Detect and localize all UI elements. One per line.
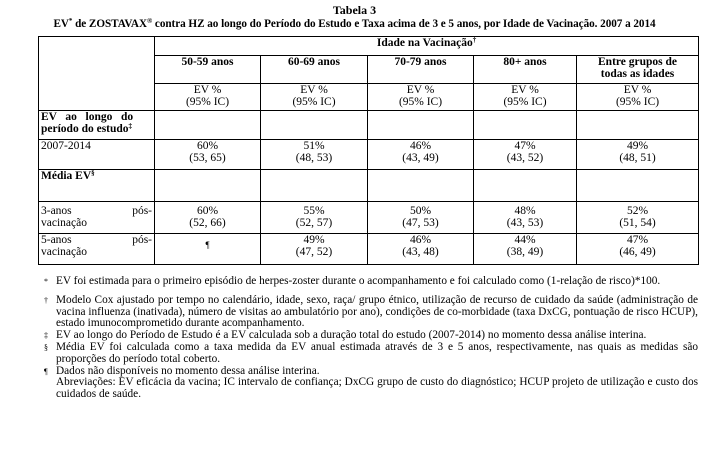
sub-header-ev: EV % [406, 84, 435, 96]
sub-header-ev: EV % [300, 84, 328, 96]
col-all-line1: Entre grupos de [598, 56, 678, 68]
group-header: Idade na Vacinação [376, 37, 473, 49]
ci-value: (47, 52) [295, 246, 333, 258]
footnote-text: Dados não disponíveis no momento dessa análise interina. [56, 364, 320, 377]
value-cell [261, 234, 368, 265]
sub-header-ev: EV % [511, 84, 539, 96]
ci-value: (52, 57) [295, 217, 333, 229]
caption-mid: de ZOSTAVAX [72, 18, 147, 30]
value-cell [577, 234, 699, 265]
ev-value: 49% [303, 234, 325, 246]
value-cell [261, 202, 368, 234]
table-title [0, 3, 709, 31]
footnote [38, 342, 698, 366]
footnote-mark: § [44, 342, 48, 352]
table-row [39, 140, 699, 170]
table-row [39, 202, 699, 234]
empty-cell [261, 111, 368, 140]
group-header-cell [155, 37, 699, 56]
section1-line2: período do estudo [41, 123, 129, 135]
section-label-study-period [39, 111, 155, 140]
header-row-group [39, 37, 699, 56]
empty-cell [474, 170, 577, 202]
value-cell [577, 202, 699, 234]
caption-mark-registered: ® [146, 17, 153, 25]
section2-label: Média EV [41, 170, 92, 182]
value-cell [155, 202, 261, 234]
row3-label-c: vacinação [41, 217, 87, 229]
section-row-study-period [39, 111, 699, 140]
sub-header-ci: (95% IC) [615, 96, 660, 108]
section-label-mean-ev [39, 170, 155, 202]
value-cell [368, 234, 474, 265]
ev-value: 55% [303, 205, 325, 217]
row5-label-a: 5-anos [41, 234, 72, 246]
sub-header-cell [261, 84, 368, 111]
empty-cell [577, 111, 699, 140]
footnote-text: Modelo Cox ajustado por tempo no calendário, idade, sexo, raça/ grupo étnico, utilização de recurso de cuidado da saúde (administração de vacina influenza (inativada), número de visitas ao ambulatório por ano), condições de co-morbidade (taxa DxCG, pontuação de risco HCUP), estado imunocomprometido durante acompanhamento. [56, 293, 698, 330]
ev-value: 46% [409, 140, 432, 152]
sub-header-ci: (95% IC) [398, 96, 443, 108]
sub-header-ci: (95% IC) [185, 96, 230, 108]
row5-label-b: pós- [132, 234, 152, 246]
footnote-text: EV ao longo do Período de Estudo é a EV calculada sob a duração total do estudo (2007-2014) no momento dessa análise interina. [56, 329, 647, 342]
table-number: Tabela 3 [332, 3, 377, 17]
ci-value: (43, 53) [506, 217, 544, 229]
col-header-70-79: 70-79 anos [368, 56, 474, 84]
ci-value: (53, 65) [189, 152, 226, 164]
ev-value: 47% [514, 140, 536, 152]
footnote-text: Abreviações: EV eficácia da vacina; IC intervalo de confiança; DxCG grupo de custo do diagnóstico; HCUP projeto de utilização e custo dos cuidados de saúde. [56, 376, 698, 401]
footnote-mark: ‡ [44, 331, 48, 341]
col-header-all [577, 56, 699, 84]
row-label-5-years [39, 234, 155, 265]
ev-value: 47% [626, 234, 649, 246]
section1-line1: EV ao longo do [41, 111, 134, 123]
value-cell [155, 140, 261, 170]
section1-mark: ‡ [128, 122, 133, 130]
empty-cell [368, 111, 474, 140]
value-cell [368, 140, 474, 170]
footnote [38, 295, 698, 330]
col-all-line2: todas as idades [600, 68, 675, 80]
footnote-text: EV foi estimada para o primeiro episódio de herpes-zoster durante o acompanhamento e foi calculado como (1-relação de risco)*100. [56, 275, 661, 287]
sub-header-cell [155, 84, 261, 111]
ci-value: (43, 52) [506, 152, 544, 164]
footnote-mark: ¶ [44, 366, 48, 376]
footnotes [38, 276, 698, 401]
sub-header-cell [368, 84, 474, 111]
ci-value: (46, 49) [619, 246, 656, 258]
value-cell [474, 234, 577, 265]
ev-value: 60% [196, 140, 219, 152]
sub-header-ci: (95% IC) [292, 96, 336, 108]
value-cell [577, 140, 699, 170]
footnote-abbreviations [38, 377, 698, 401]
ev-value: 46% [409, 234, 432, 246]
value-cell-unavailable [155, 234, 261, 265]
empty-cell [474, 111, 577, 140]
ev-value: 52% [626, 205, 649, 217]
ci-value: (43, 49) [402, 152, 439, 164]
sub-header-ci: (95% IC) [503, 96, 547, 108]
sub-header-cell [577, 84, 699, 111]
row-label-2007-2014: 2007-2014 [39, 140, 155, 170]
table-row [39, 234, 699, 265]
value-cell [474, 202, 577, 234]
ev-value: 51% [303, 140, 325, 152]
unavailable-mark: ¶ [205, 240, 210, 250]
ev-value: 48% [514, 205, 536, 217]
corner-cell [39, 37, 155, 111]
col-header-60-69: 60-69 anos [261, 56, 368, 84]
caption-rest: contra HZ ao longo do Período do Estudo e Taxa acima de 3 e 5 anos, por Idade de Vacinação. 2007 a 2014 [152, 18, 656, 30]
footnote-text: Média EV foi calculada como a taxa medida da EV anual estimada através de 3 e 5 anos, respectivamente, nas quais as medidas são proporções do período total coberto. [56, 340, 698, 365]
value-cell [261, 140, 368, 170]
table-caption [0, 17, 709, 31]
ev-value: 60% [196, 205, 219, 217]
col-header-80-plus: 80+ anos [474, 56, 577, 84]
row3-label-a: 3-anos [41, 205, 72, 217]
empty-cell [155, 170, 261, 202]
col-header-50-59: 50-59 anos [155, 56, 261, 84]
ci-value: (38, 49) [506, 246, 544, 258]
section-row-mean-ev [39, 170, 699, 202]
footnote-mark [38, 377, 56, 401]
value-cell [368, 202, 474, 234]
ev-value: 49% [626, 140, 649, 152]
ci-value: (48, 51) [619, 152, 656, 164]
row5-label-c: vacinação [41, 246, 87, 258]
row-label-3-years [39, 202, 155, 234]
sub-header-ev: EV % [623, 84, 652, 96]
ci-value: (51, 54) [619, 217, 656, 229]
ci-value: (48, 53) [295, 152, 333, 164]
caption-ev: EV [53, 18, 69, 30]
sub-header-cell [474, 84, 577, 111]
caption-mark-asterisk: * [68, 17, 73, 25]
ve-table [38, 36, 699, 265]
footnote-mark: † [44, 295, 48, 305]
empty-cell [261, 170, 368, 202]
ci-value: (52, 66) [189, 217, 226, 229]
value-cell [474, 140, 577, 170]
ev-value: 44% [514, 234, 536, 246]
footnote-mark: * [44, 277, 48, 286]
group-header-mark: † [472, 36, 477, 44]
sub-header-ev: EV % [193, 84, 222, 96]
ci-value: (43, 48) [402, 246, 439, 258]
section2-mark: § [91, 169, 95, 177]
ev-value: 50% [409, 205, 432, 217]
empty-cell [368, 170, 474, 202]
row3-label-b: pós- [132, 205, 152, 217]
empty-cell [155, 111, 261, 140]
ci-value: (47, 53) [402, 217, 439, 229]
empty-cell [577, 170, 699, 202]
footnote [38, 276, 698, 288]
